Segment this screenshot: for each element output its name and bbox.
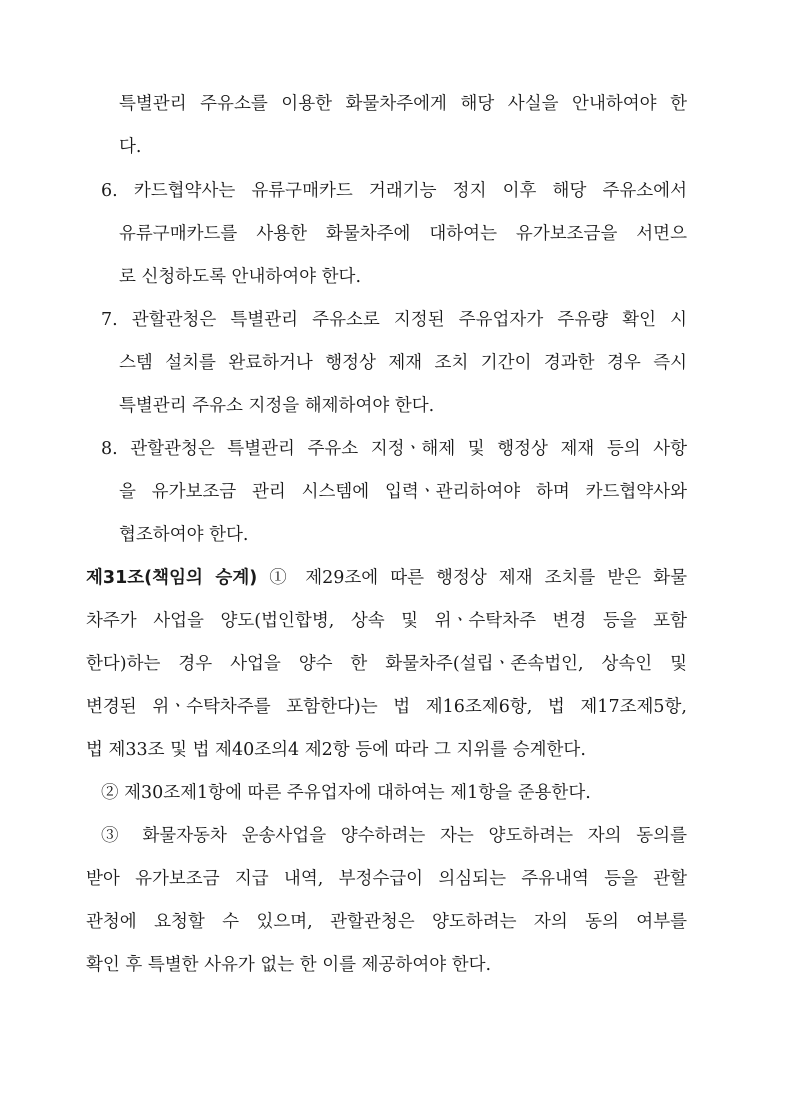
item7-line2: 스템 설치를 완료하거나 행정상 제재 조치 기간이 경과한 경우 즉시 xyxy=(119,353,687,373)
article31-p1-line1: ① 제29조에 따른 행정상 제재 조치를 받은 화물 xyxy=(257,568,687,588)
item6-line3: 로 신청하도록 안내하여야 한다. xyxy=(119,267,362,287)
article31-p1-line2: 차주가 사업을 양도(법인합병, 상속 및 위ㆍ수탁차주 변경 등을 포함 xyxy=(86,611,687,631)
item8-line3: 협조하여야 한다. xyxy=(119,525,249,545)
article31-p2-line1: ② 제30조제1항에 따른 주유업자에 대하여는 제1항을 준용한다. xyxy=(101,783,591,803)
article31-p3-line4: 확인 후 특별한 사유가 없는 한 이를 제공하여야 한다. xyxy=(86,955,492,975)
item7-line3: 특별관리 주유소 지정을 해제하여야 한다. xyxy=(119,396,435,416)
item6-line2: 유류구매카드를 사용한 화물차주에 대하여는 유가보조금을 서면으 xyxy=(119,224,687,244)
item5-line2: 다. xyxy=(119,137,142,157)
article-title: 제31조(책임의 승계) xyxy=(86,568,258,588)
article31-first-line xyxy=(86,566,687,590)
item7-line1: 7. 관할관청은 특별관리 주유소로 지정된 주유업자가 주유량 확인 시 xyxy=(101,310,687,330)
article31-p1-line3: 한다)하는 경우 사업을 양수 한 화물차주(설립ㆍ존속법인, 상속인 및 xyxy=(86,654,687,674)
article31-p3-line2: 받아 유가보조금 지급 내역, 부정수급이 의심되는 주유내역 등을 관할 xyxy=(86,869,687,889)
article31-p1-line4: 변경된 위ㆍ수탁차주를 포함한다)는 법 제16조제6항, 법 제17조제5항, xyxy=(86,697,687,717)
item8-line2: 을 유가보조금 관리 시스템에 입력ㆍ관리하여야 하며 카드협약사와 xyxy=(119,482,687,502)
article31-p3-line1: ③ 화물자동차 운송사업을 양수하려는 자는 양도하려는 자의 동의를 xyxy=(101,826,687,846)
item6-line1: 6. 카드협약사는 유류구매카드 거래기능 정지 이후 해당 주유소에서 xyxy=(101,181,687,201)
article31-p3-line3: 관청에 요청할 수 있으며, 관할관청은 양도하려는 자의 동의 여부를 xyxy=(86,912,687,932)
item8-line1: 8. 관할관청은 특별관리 주유소 지정ㆍ해제 및 행정상 제재 등의 사항 xyxy=(101,439,687,459)
article31-p1-line5: 법 제33조 및 법 제40조의4 제2항 등에 따라 그 지위를 승계한다. xyxy=(86,740,586,760)
item5-line1: 특별관리 주유소를 이용한 화물차주에게 해당 사실을 안내하여야 한 xyxy=(119,94,687,114)
